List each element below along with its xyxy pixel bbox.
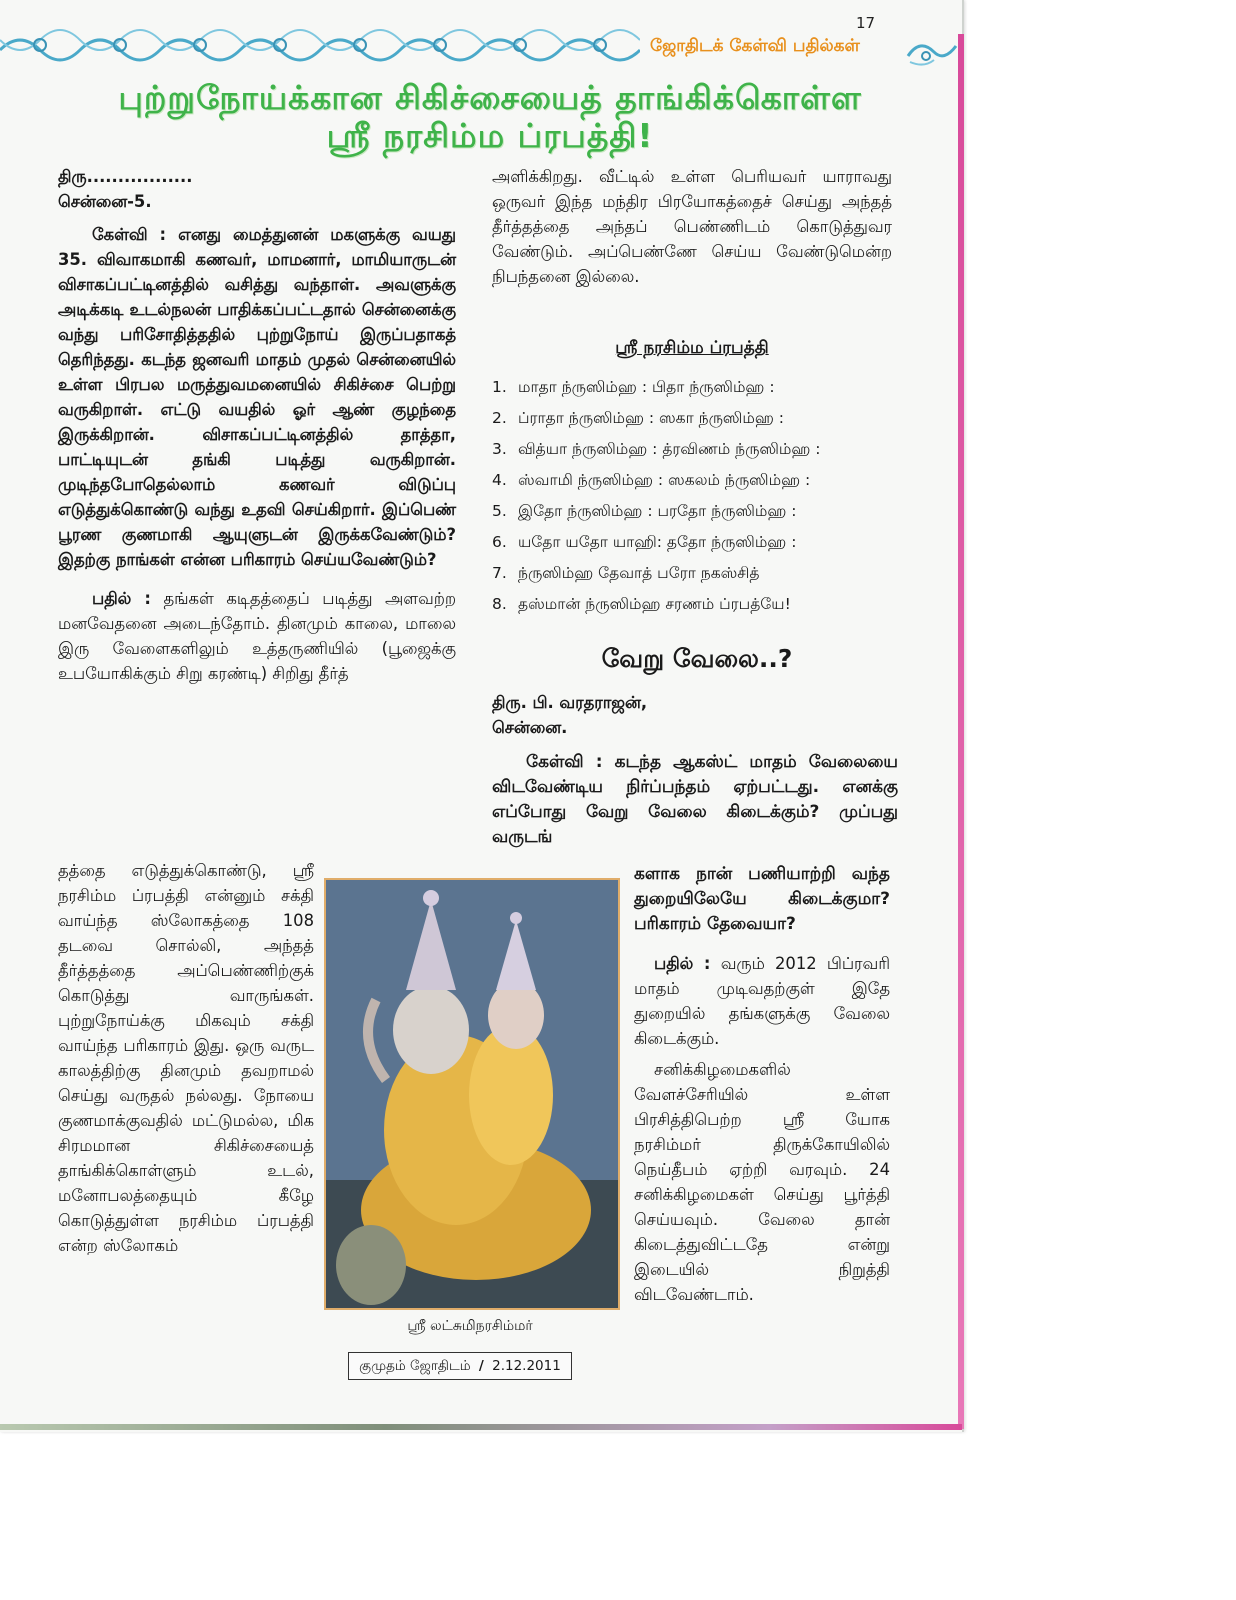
prayer-line: 1. மாதா ந்ருஸிம்ஹ : பிதா ந்ருஸிம்ஹ : <box>492 378 775 396</box>
answer-text-right: அளிக்கிறது. வீட்டில் உள்ள பெரியவர் யாராவது ஒருவர் இந்த மந்திர பிரயோகத்தைச் செய்து அந்தத் தீர்த்தத்தை அந்தப் பெண்ணிடம் கொடுத்துவர வேண்டும். அப்பெண்ணே செய்ய வேண்டுமென்ற நிபந்தனை இல்லை. <box>492 167 892 286</box>
prayer-line: 6. யதோ யதோ யாஹி: ததோ ந்ருஸிம்ஹ : <box>492 533 797 551</box>
letter2-question-text-narrow: களாக நான் பணியாற்றி வந்த துறையிலேயே கிடைக்குமா? பரிகாரம் தேவையா? <box>634 864 890 934</box>
letter2-column <box>492 690 898 850</box>
decorative-wave-border <box>0 20 640 68</box>
left-column <box>58 164 456 686</box>
letter2-question-paragraph <box>492 750 898 850</box>
letter2-question-label: கேள்வி : <box>526 752 603 772</box>
letter2-heading: வேறு வேலை..? <box>601 644 793 673</box>
question-paragraph <box>58 222 456 572</box>
page-number: 17 <box>856 14 876 32</box>
page-edge-bar <box>958 34 964 1429</box>
sender-name: திரு................. <box>58 167 193 186</box>
prayer-list <box>492 372 902 620</box>
section-label: ஜோதிடக் கேள்வி பதில்கள் <box>650 36 860 56</box>
letter2-answer-label: பதில் : <box>654 954 711 973</box>
prayer-line: 3. வித்யா ந்ருஸிம்ஹ : த்ரவிணம் ந்ருஸிம்ஹ : <box>492 440 821 458</box>
deity-idol-image <box>326 880 618 1308</box>
page-bottom-bar <box>0 1424 962 1430</box>
headline-line1: புற்றுநோய்க்கான சிகிச்சையைத் தாங்கிக்கொள்ள <box>118 78 862 117</box>
prayer-title: ஸ்ரீ நரசிம்ம ப்ரபத்தி <box>615 338 769 358</box>
decorative-swirl-icon <box>904 34 960 74</box>
answer-label: பதில் : <box>92 589 151 608</box>
footer-date: 2.12.2011 <box>492 1358 561 1374</box>
answer-paragraph <box>58 586 456 686</box>
prayer-line: 4. ஸ்வாமி ந்ருஸிம்ஹ : ஸகலம் ந்ருஸிம்ஹ : <box>492 471 811 489</box>
question-text: எனது மைத்துனன் மகளுக்கு வயது 35. விவாகமாகி கணவர், மாமனார், மாமியாருடன் விசாகப்பட்டினத்தில் வசித்து வந்தாள். அவளுக்கு அடிக்கடி உடல்நலன் பாதிக்கப்பட்டதால் சென்னைக்கு வந்து பரிசோதித்ததில் புற்றுநோய் இருப்பதாகத் தெரிந்தது. கடந்த ஜனவரி மாதம் முதல் சென்னையில் உள்ள பிரபல மருத்துவமனையில் சிகிச்சை பெற்று வருகிறாள். எட்டு வயதில் ஓர் ஆண் குழந்தை இருக்கிறான். விசாகப்பட்டினத்தில் தாத்தா, பாட்டியுடன் தங்கி படித்து வருகிறான். முடிந்தபோதெல்லாம் கணவர் விடுப்பு எடுத்துக்கொண்டு வந்து உதவி செய்கிறார். இப்பெண் பூரண குணமாகி ஆயுளுடன் இருக்கவேண்டும்? இதற்கு நாங்கள் என்ன பரிகாரம் செய்யவேண்டும்? <box>58 225 456 569</box>
prayer-line: 2. ப்ராதா ந்ருஸிம்ஹ : ஸகா ந்ருஸிம்ஹ : <box>492 409 784 427</box>
prayer-line: 7. ந்ருஸிம்ஹ தேவாத் பரோ நகஸ்சித் <box>492 564 760 582</box>
letter2-narrow-column <box>634 862 890 1307</box>
magazine-footer <box>348 1352 572 1380</box>
footer-separator: / <box>478 1358 484 1374</box>
answer-text-narrow: தத்தை எடுத்துக்கொண்டு, ஸ்ரீ நரசிம்ம ப்ரபத்தி என்னும் சக்தி வாய்ந்த ஸ்லோகத்தை 108 தடவை சொல்லி, அந்தத் தீர்த்தத்தை அப்பெண்ணிற்குக் கொடுத்து வாருங்கள். புற்றுநோய்க்கு மிகவும் சக்தி வாய்ந்த பரிகாரம் இது. ஒரு வருட காலத்திற்கு தினமும் தவறாமல் செய்து வருதல் நல்லது. நோயை குணமாக்குவதில் மட்டுமல்ல, மிக சிரமமான சிகிச்சையைத் தாங்கிக்கொள்ளும் உடல், மனோபலத்தையும் கீழே கொடுத்துள்ள நரசிம்ம ப்ரபத்தி என்ற ஸ்லோகம் <box>58 861 314 1255</box>
letter2-answer-paragraph <box>634 951 890 1051</box>
right-column-answer-continuation <box>492 164 892 289</box>
letter2-answer-text-2: சனிக்கிழமைகளில் வேளச்சேரியில் உள்ள பிரசித்திபெற்ற ஸ்ரீ யோக நரசிம்மர் திருக்கோயிலில் நெய்தீபம் ஏற்றி வரவும். 24 சனிக்கிழமைகள் செய்து பூர்த்தி செய்யவும். வேலை தான் கிடைத்துவிட்டதே என்று இடையில் நிறுத்தி விடவேண்டாம். <box>634 1060 890 1304</box>
deity-photo <box>324 878 620 1310</box>
footer-magazine: குமுதம் ஜோதிடம் <box>359 1358 471 1374</box>
letter2-sender-name: திரு. பி. வரதராஜன், <box>492 693 648 712</box>
headline-line2: ஸ்ரீ நரசிம்ம ப்ரபத்தி! <box>326 116 654 155</box>
answer-narrow-column <box>58 858 314 1258</box>
question-label: கேள்வி : <box>92 225 167 244</box>
letter2-answer-text-1: வரும் 2012 பிப்ரவரி மாதம் முடிவதற்குள் இதே துறையில் தங்களுக்கு வேலை கிடைக்கும். <box>634 954 891 1048</box>
letter2-sender-city: சென்னை. <box>492 718 568 737</box>
sender-city: சென்னை-5. <box>58 192 152 211</box>
prayer-line: 5. இதோ ந்ருஸிம்ஹ : பரதோ ந்ருஸிம்ஹ : <box>492 502 797 520</box>
letter2-question-text-wide: கடந்த ஆகஸ்ட் மாதம் வேலையை விடவேண்டிய நிர்ப்பந்தம் ஏற்பட்டது. எனக்கு எப்போது வேறு வேலை கிடைக்கும்? முப்பது வருடங் <box>492 752 899 847</box>
answer-text-wide: தங்கள் கடிதத்தைப் படித்து அளவற்ற மனவேதனை அடைந்தோம். தினமும் காலை, மாலை இரு வேளைகளிலும் உத்தருணியில் (பூஜைக்கு உபயோகிக்கும் சிறு கரண்டி) சிறிது தீர்த் <box>58 589 457 683</box>
prayer-line: 8. தஸ்மான் ந்ருஸிம்ஹ சரணம் ப்ரபத்யே! <box>492 595 791 613</box>
photo-caption: ஸ்ரீ லட்சுமிநரசிம்மர் <box>407 1318 533 1334</box>
